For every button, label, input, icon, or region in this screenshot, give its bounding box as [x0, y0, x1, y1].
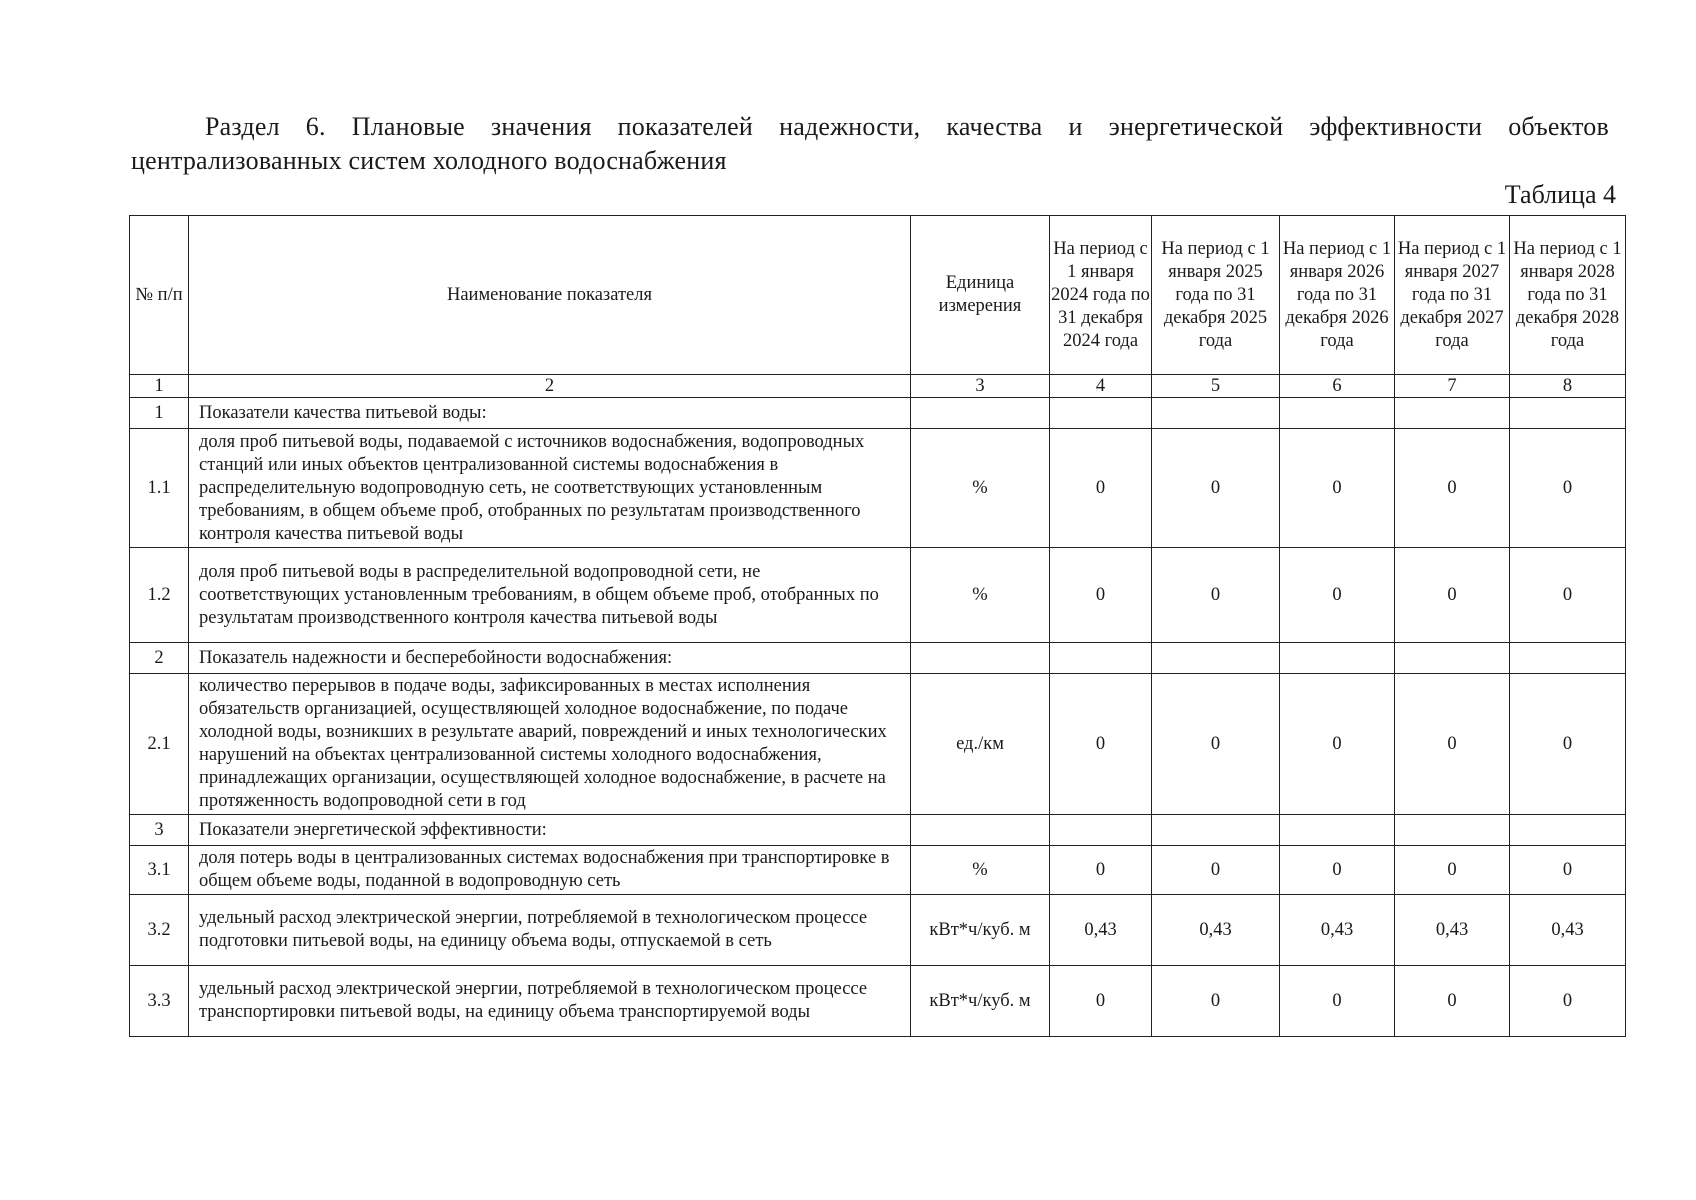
value-cell [1395, 815, 1510, 846]
value-cell: 0 [1510, 846, 1626, 895]
value-cell: 0 [1152, 966, 1280, 1037]
value-cell: 0 [1510, 548, 1626, 643]
indicator-unit [911, 815, 1050, 846]
value-cell: 0 [1280, 674, 1395, 815]
row-number: 2.1 [130, 674, 189, 815]
column-number: 6 [1280, 375, 1395, 398]
indicator-unit: % [911, 846, 1050, 895]
value-cell: 0 [1050, 846, 1152, 895]
header-cell-unit: Единица измерения [911, 216, 1050, 375]
value-cell [1050, 398, 1152, 429]
value-cell: 0 [1152, 846, 1280, 895]
table-row [130, 643, 1626, 674]
value-cell [1510, 815, 1626, 846]
header-cell-name: Наименование показателя [189, 216, 911, 375]
value-cell: 0 [1280, 548, 1395, 643]
column-number: 7 [1395, 375, 1510, 398]
column-numbers-row [130, 375, 1626, 398]
row-number: 3 [130, 815, 189, 846]
value-cell: 0 [1152, 674, 1280, 815]
value-cell [1395, 398, 1510, 429]
indicator-unit: кВт*ч/куб. м [911, 895, 1050, 966]
header-cell-num: № п/п [130, 216, 189, 375]
value-cell: 0 [1050, 548, 1152, 643]
header-cell-period-2024: На период с 1 января 2024 года по 31 декабря 2024 года [1050, 216, 1152, 375]
table-row [130, 429, 1626, 548]
row-number: 2 [130, 643, 189, 674]
column-number: 4 [1050, 375, 1152, 398]
value-cell [1510, 643, 1626, 674]
value-cell [1050, 815, 1152, 846]
table-row [130, 398, 1626, 429]
table-row [130, 895, 1626, 966]
indicator-name: количество перерывов в подаче воды, зафиксированных в местах исполнения обязательств организацией, осуществляющей холодное водоснабжение, по подаче холодной воды, возникших в результате аварий, повреждений и иных технологических нарушений на объектах централизованной системы холодного водоснабжения, принадлежащих организации, осуществляющей холодное водоснабжение, в расчете на протяженность водопроводной сети в год [189, 674, 911, 815]
row-number: 1.1 [130, 429, 189, 548]
indicator-unit [911, 643, 1050, 674]
column-number: 8 [1510, 375, 1626, 398]
table-row [130, 846, 1626, 895]
value-cell: 0 [1050, 429, 1152, 548]
value-cell [1152, 398, 1280, 429]
value-cell: 0,43 [1280, 895, 1395, 966]
indicator-unit: кВт*ч/куб. м [911, 966, 1050, 1037]
value-cell [1395, 643, 1510, 674]
value-cell: 0 [1280, 429, 1395, 548]
table-caption: Таблица 4 [1504, 180, 1616, 209]
indicators-table [129, 215, 1626, 1037]
section-heading: Раздел 6. Плановые значения показателей надежности, качества и энергетической эффективности объектов централизованных систем холодного водоснабжения [131, 112, 1609, 175]
header-cell-period-2027: На период с 1 января 2027 года по 31 декабря 2027 года [1395, 216, 1510, 375]
value-cell: 0 [1152, 548, 1280, 643]
row-number: 3.1 [130, 846, 189, 895]
indicator-name: Показатели качества питьевой воды: [189, 398, 911, 429]
indicator-unit: % [911, 429, 1050, 548]
value-cell: 0 [1395, 846, 1510, 895]
value-cell: 0 [1510, 674, 1626, 815]
value-cell [1280, 398, 1395, 429]
header-cell-period-2028: На период с 1 января 2028 года по 31 декабря 2028 года [1510, 216, 1626, 375]
table-row [130, 674, 1626, 815]
indicator-name: доля проб питьевой воды, подаваемой с источников водоснабжения, водопроводных станций или иных объектов централизованной системы водоснабжения в распределительную водопроводную сеть, не соответствующих установленным требованиям, в общем объеме проб, отобранных по результатам производственного контроля качества питьевой воды [189, 429, 911, 548]
row-number: 3.2 [130, 895, 189, 966]
table-row [130, 966, 1626, 1037]
value-cell: 0 [1395, 966, 1510, 1037]
header-cell-period-2026: На период с 1 января 2026 года по 31 декабря 2026 года [1280, 216, 1395, 375]
row-number: 1 [130, 398, 189, 429]
value-cell: 0,43 [1510, 895, 1626, 966]
value-cell: 0 [1050, 674, 1152, 815]
indicator-name: доля потерь воды в централизованных системах водоснабжения при транспортировке в общем объеме воды, поданной в водопроводную сеть [189, 846, 911, 895]
table-header-row [130, 216, 1626, 375]
value-cell: 0 [1280, 846, 1395, 895]
value-cell: 0 [1395, 429, 1510, 548]
value-cell: 0 [1050, 966, 1152, 1037]
value-cell [1152, 815, 1280, 846]
value-cell [1510, 398, 1626, 429]
indicator-name: Показатели энергетической эффективности: [189, 815, 911, 846]
row-number: 1.2 [130, 548, 189, 643]
header-cell-period-2025: На период с 1 января 2025 года по 31 декабря 2025 года [1152, 216, 1280, 375]
column-number: 2 [189, 375, 911, 398]
value-cell [1050, 643, 1152, 674]
table-row [130, 548, 1626, 643]
value-cell [1280, 815, 1395, 846]
row-number: 3.3 [130, 966, 189, 1037]
table-row [130, 815, 1626, 846]
value-cell: 0 [1510, 429, 1626, 548]
value-cell: 0 [1510, 966, 1626, 1037]
value-cell: 0,43 [1395, 895, 1510, 966]
indicator-unit: % [911, 548, 1050, 643]
indicator-name: удельный расход электрической энергии, потребляемой в технологическом процессе транспортировки питьевой воды, на единицу объема транспортируемой воды [189, 966, 911, 1037]
indicator-unit [911, 398, 1050, 429]
indicator-name: удельный расход электрической энергии, потребляемой в технологическом процессе подготовки питьевой воды, на единицу объема воды, отпускаемой в сеть [189, 895, 911, 966]
value-cell: 0,43 [1152, 895, 1280, 966]
value-cell [1280, 643, 1395, 674]
indicator-name: доля проб питьевой воды в распределительной водопроводной сети, не соответствующих установленным требованиям, в общем объеме проб, отобранных по результатам производственного контроля качества питьевой воды [189, 548, 911, 643]
value-cell: 0,43 [1050, 895, 1152, 966]
column-number: 3 [911, 375, 1050, 398]
indicator-name: Показатель надежности и бесперебойности водоснабжения: [189, 643, 911, 674]
value-cell [1152, 643, 1280, 674]
column-number: 1 [130, 375, 189, 398]
value-cell: 0 [1395, 674, 1510, 815]
indicator-unit: ед./км [911, 674, 1050, 815]
value-cell: 0 [1152, 429, 1280, 548]
column-number: 5 [1152, 375, 1280, 398]
value-cell: 0 [1395, 548, 1510, 643]
value-cell: 0 [1280, 966, 1395, 1037]
